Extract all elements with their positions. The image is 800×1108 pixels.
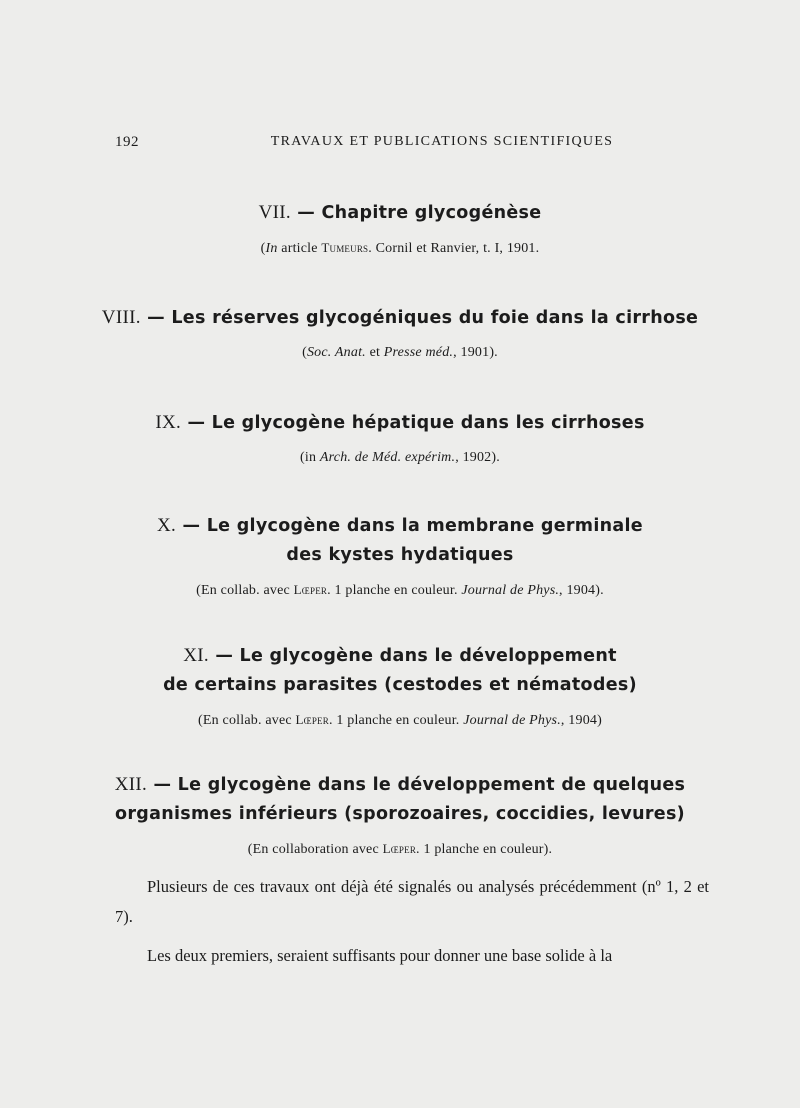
entry-number: X.: [157, 515, 177, 536]
citation-text: (: [260, 241, 266, 256]
citation-italic: Journal de Phys.: [461, 583, 560, 598]
entry-vii: [0, 198, 800, 257]
entry-title: [0, 770, 800, 829]
citation-italic: Arch. de Méd. expérim.: [319, 450, 456, 465]
entry-title: [0, 511, 800, 570]
citation-text: . 1 planche en couleur).: [416, 842, 553, 857]
citation-text: (En collab. avec: [196, 583, 294, 598]
entry-title-line: — Le glycogène dans la membrane germinale: [182, 516, 643, 536]
entry-title: [0, 198, 800, 228]
citation-text: (En collaboration avec: [247, 842, 383, 857]
entry-title: [0, 303, 800, 333]
entry-title-line: organismes inférieurs (sporozoaires, coccidies, levures): [115, 804, 685, 824]
entry-citation: [0, 240, 800, 257]
entry-title: [0, 408, 800, 438]
entry-xii: [0, 770, 800, 858]
entry-number: VIII.: [101, 307, 141, 328]
citation-text: (: [302, 345, 307, 360]
entry-citation: [0, 582, 800, 599]
entry-title-line: — Chapitre glycogénèse: [297, 203, 542, 223]
citation-italic: Presse méd.: [383, 345, 454, 360]
page-number: 192: [115, 134, 139, 150]
entry-title-line: — Le glycogène dans le développement de quelques: [153, 775, 686, 795]
citation-text: (in: [300, 450, 320, 465]
entry-ix: [0, 408, 800, 466]
citation-italic: Soc. Anat.: [306, 345, 366, 360]
entry-title-line: de certains parasites (cestodes et nématodes): [163, 675, 637, 695]
entry-number: VII.: [258, 202, 291, 223]
entry-xi: [0, 641, 800, 729]
citation-text: article: [277, 241, 322, 256]
body-paragraph: Les deux premiers, seraient suffisants pour donner une base solide à la: [147, 946, 613, 965]
entry-title-line: — Le glycogène hépatique dans les cirrhoses: [187, 413, 645, 433]
citation-italic: In: [265, 241, 278, 256]
entry-citation: [0, 450, 800, 466]
citation-smallcaps: Lœper: [295, 712, 329, 727]
citation-italic: Journal de Phys.: [463, 713, 561, 728]
citation-text: , 1901).: [453, 345, 498, 360]
citation-text: . Cornil et Ranvier, t. I, 1901.: [368, 241, 540, 256]
entry-title-line: — Les réserves glycogéniques du foie dans la cirrhose: [147, 308, 699, 328]
citation-text: , 1904): [560, 713, 602, 728]
entry-number: XII.: [114, 774, 148, 795]
running-head: TRAVAUX ET PUBLICATIONS SCIENTIFIQUES: [270, 134, 614, 149]
entry-number: IX.: [155, 412, 182, 433]
entry-title: [0, 641, 800, 700]
entry-citation: [0, 841, 800, 858]
entry-citation: [0, 712, 800, 729]
citation-smallcaps: Lœper: [382, 841, 417, 856]
citation-text: et: [365, 345, 384, 360]
entry-x: [0, 511, 800, 599]
citation-text: (En collab. avec: [198, 713, 296, 728]
citation-smallcaps: Lœper: [293, 582, 328, 597]
citation-text: . 1 planche en couleur.: [327, 583, 462, 598]
entry-number: XI.: [183, 645, 209, 666]
entry-viii: [0, 303, 800, 361]
citation-text: . 1 planche en couleur.: [328, 713, 464, 728]
entry-title-line: des kystes hydatiques: [286, 545, 514, 565]
entry-title-line: — Le glycogène dans le développement: [215, 646, 617, 666]
citation-smallcaps: Tumeurs: [321, 240, 369, 255]
citation-text: , 1902).: [455, 450, 500, 465]
citation-text: , 1904).: [559, 583, 604, 598]
body-paragraph: Plusieurs de ces travaux ont déjà été signalés ou analysés précédemment (nº 1, 2 et 7).: [115, 877, 709, 926]
entry-citation: [0, 345, 800, 361]
